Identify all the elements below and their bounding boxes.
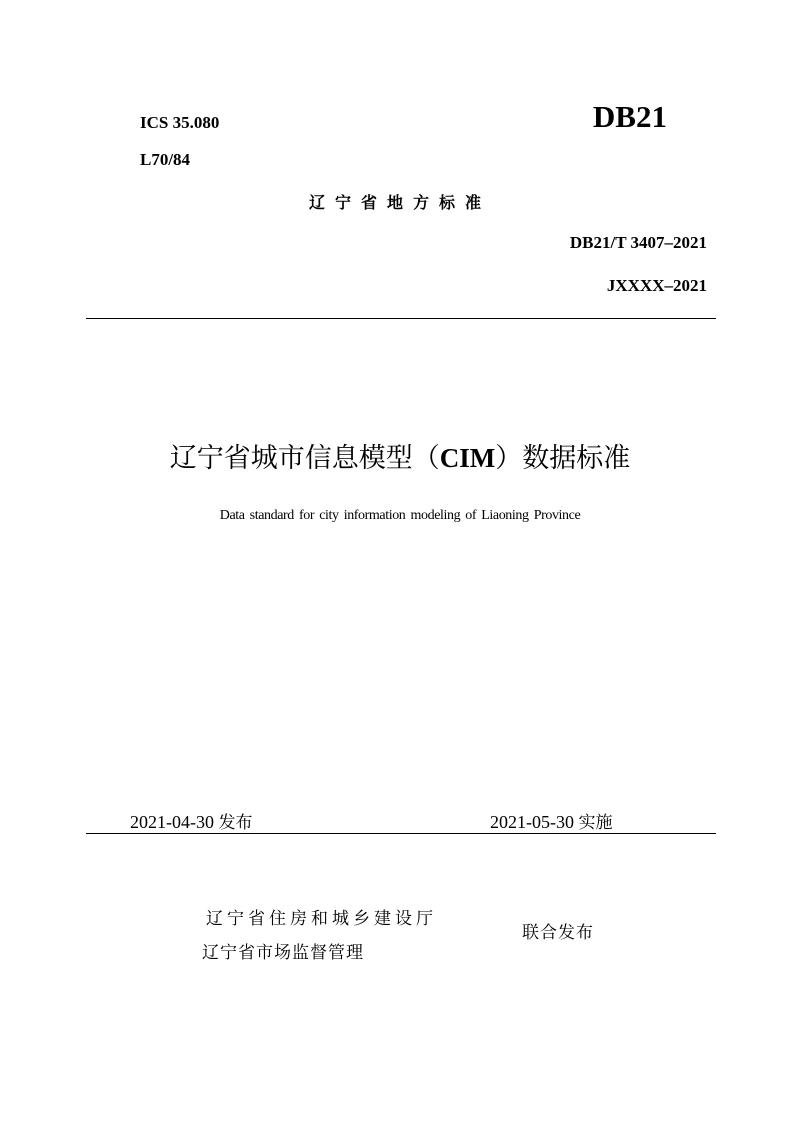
issuer-housing-department: 辽宁省住房和城乡建设厅 bbox=[206, 909, 437, 929]
ics-code: ICS 35.080 bbox=[140, 113, 220, 132]
publish-date: 2021-04-30 bbox=[130, 812, 214, 832]
implement-label: 实施 bbox=[578, 813, 613, 833]
classification-code: L70/84 bbox=[140, 150, 191, 169]
implement-date: 2021-05-30 bbox=[490, 812, 574, 832]
title-chinese-part-1: 辽宁省城市信息模型（ bbox=[169, 443, 440, 474]
top-divider bbox=[86, 318, 716, 319]
document-title-chinese bbox=[0, 436, 800, 475]
joint-publication-label: 联合发布 bbox=[522, 923, 594, 943]
record-code: JXXXX–2021 bbox=[606, 276, 707, 295]
standard-code: DB21/T 3407–2021 bbox=[569, 233, 707, 252]
publish-date-line bbox=[130, 808, 253, 833]
standard-category: 辽宁省地方标准 bbox=[308, 193, 491, 212]
bottom-divider bbox=[86, 833, 716, 834]
publish-label: 发布 bbox=[218, 813, 253, 833]
title-chinese-abbreviation: CIM bbox=[439, 443, 496, 473]
standard-prefix: DB21 bbox=[592, 99, 667, 134]
issuer-market-supervision: 辽宁省市场监督管理 bbox=[202, 943, 364, 963]
document-title-english: Data standard for city information modeling of Liaoning Province bbox=[219, 508, 581, 523]
title-chinese-part-2: ）数据标准 bbox=[495, 443, 631, 474]
implement-date-line bbox=[490, 808, 613, 833]
